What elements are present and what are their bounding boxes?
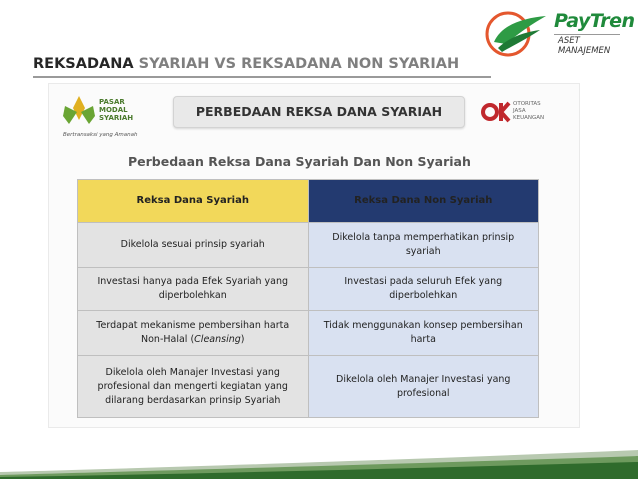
ojk-line: JASA: [513, 108, 526, 114]
pms-line: PASAR: [99, 98, 125, 106]
table-header-row: [78, 180, 539, 223]
slide-title-dark: REKSADANA: [33, 56, 134, 72]
table-cell: Dikelola sesuai prinsip syariah: [78, 223, 309, 268]
paytren-logo: [484, 8, 635, 58]
table-row: [78, 311, 539, 356]
ojk-icon: [481, 100, 511, 124]
comparison-subtitle: Perbedaan Reksa Dana Syariah Dan Non Syariah: [128, 154, 471, 169]
banner-title: PERBEDAAN REKSA DANA SYARIAH: [195, 104, 443, 119]
slide-title: [33, 56, 459, 72]
table-cell: Dikelola tanpa memperhatikan prinsip syariah: [308, 223, 539, 268]
table-row: [78, 223, 539, 268]
comparison-table: [77, 179, 539, 418]
header-syariah: Reksa Dana Syariah: [78, 180, 309, 223]
title-underline: [33, 76, 491, 78]
cell-text-close: ): [240, 334, 245, 345]
table-cell: Dikelola oleh Manajer Investasi yang profesional dan mengerti kegiatan yang dilarang berdasarkan prinsip Syariah: [78, 356, 309, 418]
pms-emblem-icon: [61, 94, 97, 130]
pms-tagline: Bertransaksi yang Amanah: [63, 132, 138, 138]
cleansing-word: Cleansing: [194, 334, 241, 345]
table-cell: [78, 311, 309, 356]
ojk-line: KEUANGAN: [513, 115, 545, 121]
slide-title-rest: SYARIAH VS REKSADANA NON SYARIAH: [138, 56, 460, 72]
paytren-leaf-icon: [484, 10, 550, 60]
pms-line: SYARIAH: [99, 114, 134, 122]
cell-text: Terdapat mekanisme pembersihan harta Non-Halal (: [96, 320, 290, 345]
table-row: [78, 268, 539, 311]
banner: [173, 96, 465, 128]
pasar-modal-syariah-logo: [61, 94, 171, 138]
bottom-wave-decoration: [0, 446, 638, 479]
pms-line: MODAL: [99, 106, 128, 114]
table-row: [78, 356, 539, 418]
table-cell: Dikelola oleh Manajer Investasi yang profesional: [308, 356, 539, 418]
brand-subtitle: ASET MANAJEMEN: [558, 36, 611, 56]
header-non-syariah: Reksa Dana Non Syariah: [308, 180, 539, 223]
comparison-picture: [48, 83, 580, 428]
table-cell: Investasi hanya pada Efek Syariah yang diperbolehkan: [78, 268, 309, 311]
ojk-logo: [481, 98, 577, 130]
brand-name: PayTren: [554, 10, 635, 32]
ojk-logo-text: OJK: [481, 100, 483, 101]
brand-divider: [554, 34, 620, 35]
ojk-line: OTORITAS: [513, 101, 541, 107]
table-cell: Investasi pada seluruh Efek yang diperbolehkan: [308, 268, 539, 311]
table-cell: Tidak menggunakan konsep pembersihan harta: [308, 311, 539, 356]
